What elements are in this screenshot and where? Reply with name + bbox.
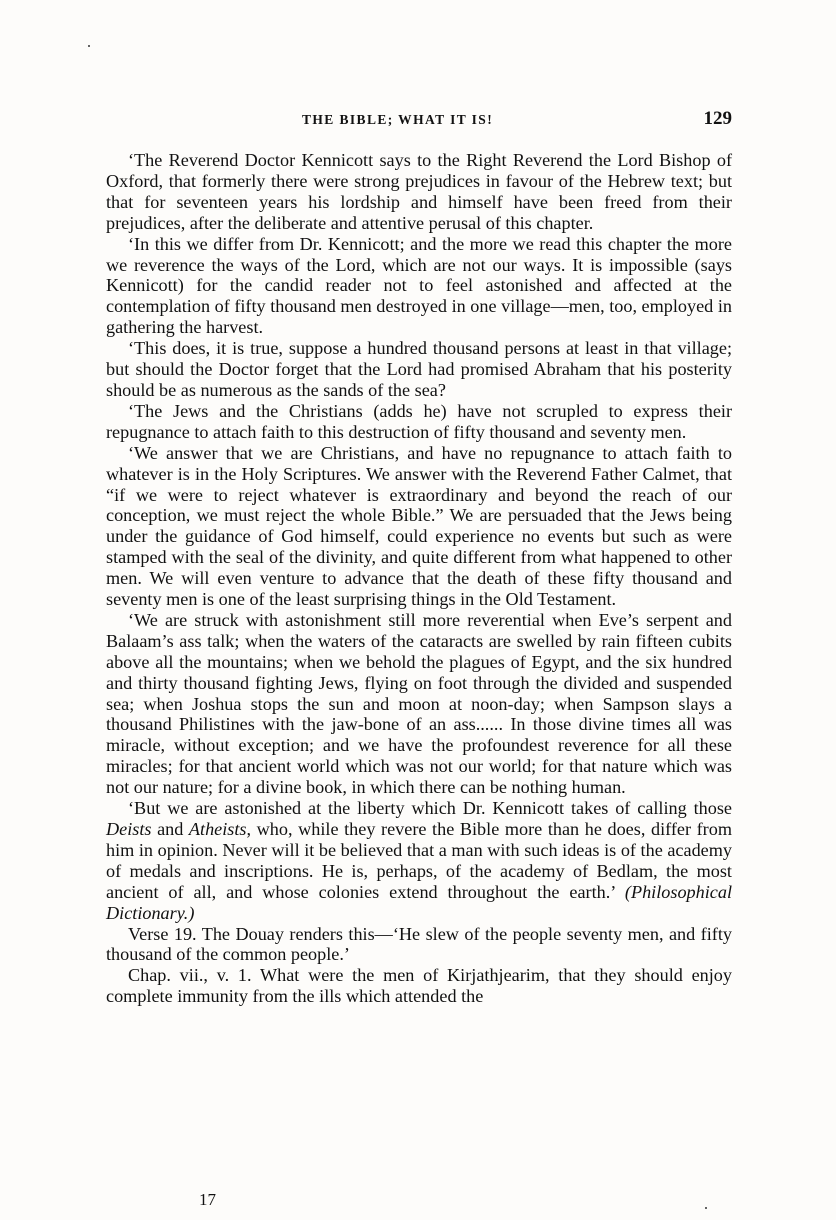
signature-mark: 17 [199, 1190, 216, 1209]
paragraph: ‘This does, it is true, suppose a hundred thousand persons at least in that village; but should the Doctor forget that the Lord had promised Abraham that his posterity should be as numerous as the sands of the sea? [106, 338, 732, 400]
ink-speck [705, 1207, 707, 1209]
paragraph: ‘The Jews and the Christians (adds he) have not scrupled to express their repugnance to attach faith to this destruction of fifty thousand and seventy men. [106, 400, 732, 442]
paragraph: ‘We are struck with astonishment still more reverential when Eve’s serpent and Balaam’s ass talk; when the waters of the cataracts are swelled by rain fifteen cubits above all the mountains; when we behold the plagues of Egypt, and the six hundred and thirty thousand fighting Jews, flying on foot through the divided and suspended sea; when Joshua stops the sun and moon at noon-day; when Sampson slays a thousand Philistines with the jaw-bone of an ass...... In those divine times all was miracle, without exception; and we have the profoundest reverence for all these miracles; for that ancient world which was not our world; for that nature which was not our nature; for a divine book, in which there can be nothing human. [106, 609, 732, 798]
verse-note: Verse 19. The Douay renders this—‘He slew of the people seventy men, and fifty thousand of the common people.’ [106, 923, 732, 965]
italic-term-atheists: Atheists [188, 819, 247, 839]
citation: (Philosophical Dictionary.) [106, 881, 732, 923]
text-run: and [151, 819, 189, 839]
ink-speck [88, 45, 90, 47]
chapter-note: Chap. vii., v. 1. What were the men of Kirjathjearim, that they should enjoy complete immunity from the ills which attended the [106, 965, 732, 1007]
running-title: THE BIBLE; WHAT IT IS! [302, 112, 494, 127]
paragraph: ‘In this we differ from Dr. Kennicott; and the more we read this chapter the more we reverence the ways of the Lord, which are not our ways. It is impossible (says Kennicott) for the candid reader not to feel astonished and affected at the contemplation of fifty thousand men destroyed in one village—men, too, employed in gathering the harvest. [106, 233, 732, 338]
page-number: 129 [703, 108, 732, 129]
italic-term-deists: Deists [106, 819, 152, 839]
page-header [106, 108, 732, 134]
paragraph: ‘We answer that we are Christians, and have no repugnance to attach faith to whatever is in the Holy Scriptures. We answer with the Reverend Father Calmet, that “if we were to reject whatever is extraordinary and beyond the reach of our conception, we must reject the whole Bible.” We are persuaded that the Jews being under the guidance of God himself, could experience no events but such as were stamped with the seal of the divinity, and quite different from what happened to other men. We will even venture to advance that the death of these fifty thousand and seventy men is one of the least surprising things in the Old Testament. [106, 442, 732, 610]
text-run: ‘But we are astonished at the liberty which Dr. Kennicott takes of calling those [128, 798, 732, 819]
paragraph [106, 798, 732, 923]
body-text [106, 150, 732, 1007]
text-run: , who, while they revere the Bible more than he does, differ from him in opinion. Never will it be believed that a man with such ideas is of the academy of medals and inscriptions. He is, perhaps, of the academy of Bedlam, the most ancient of all, and whose colonies extend throughout the earth.’ [106, 819, 732, 902]
paragraph: ‘The Reverend Doctor Kennicott says to the Right Reverend the Lord Bishop of Oxford, that formerly there were strong prejudices in favour of the Hebrew text; but that for seventeen years his lordship and himself have been freed from their prejudices, after the deliberate and attentive perusal of this chapter. [106, 150, 732, 233]
